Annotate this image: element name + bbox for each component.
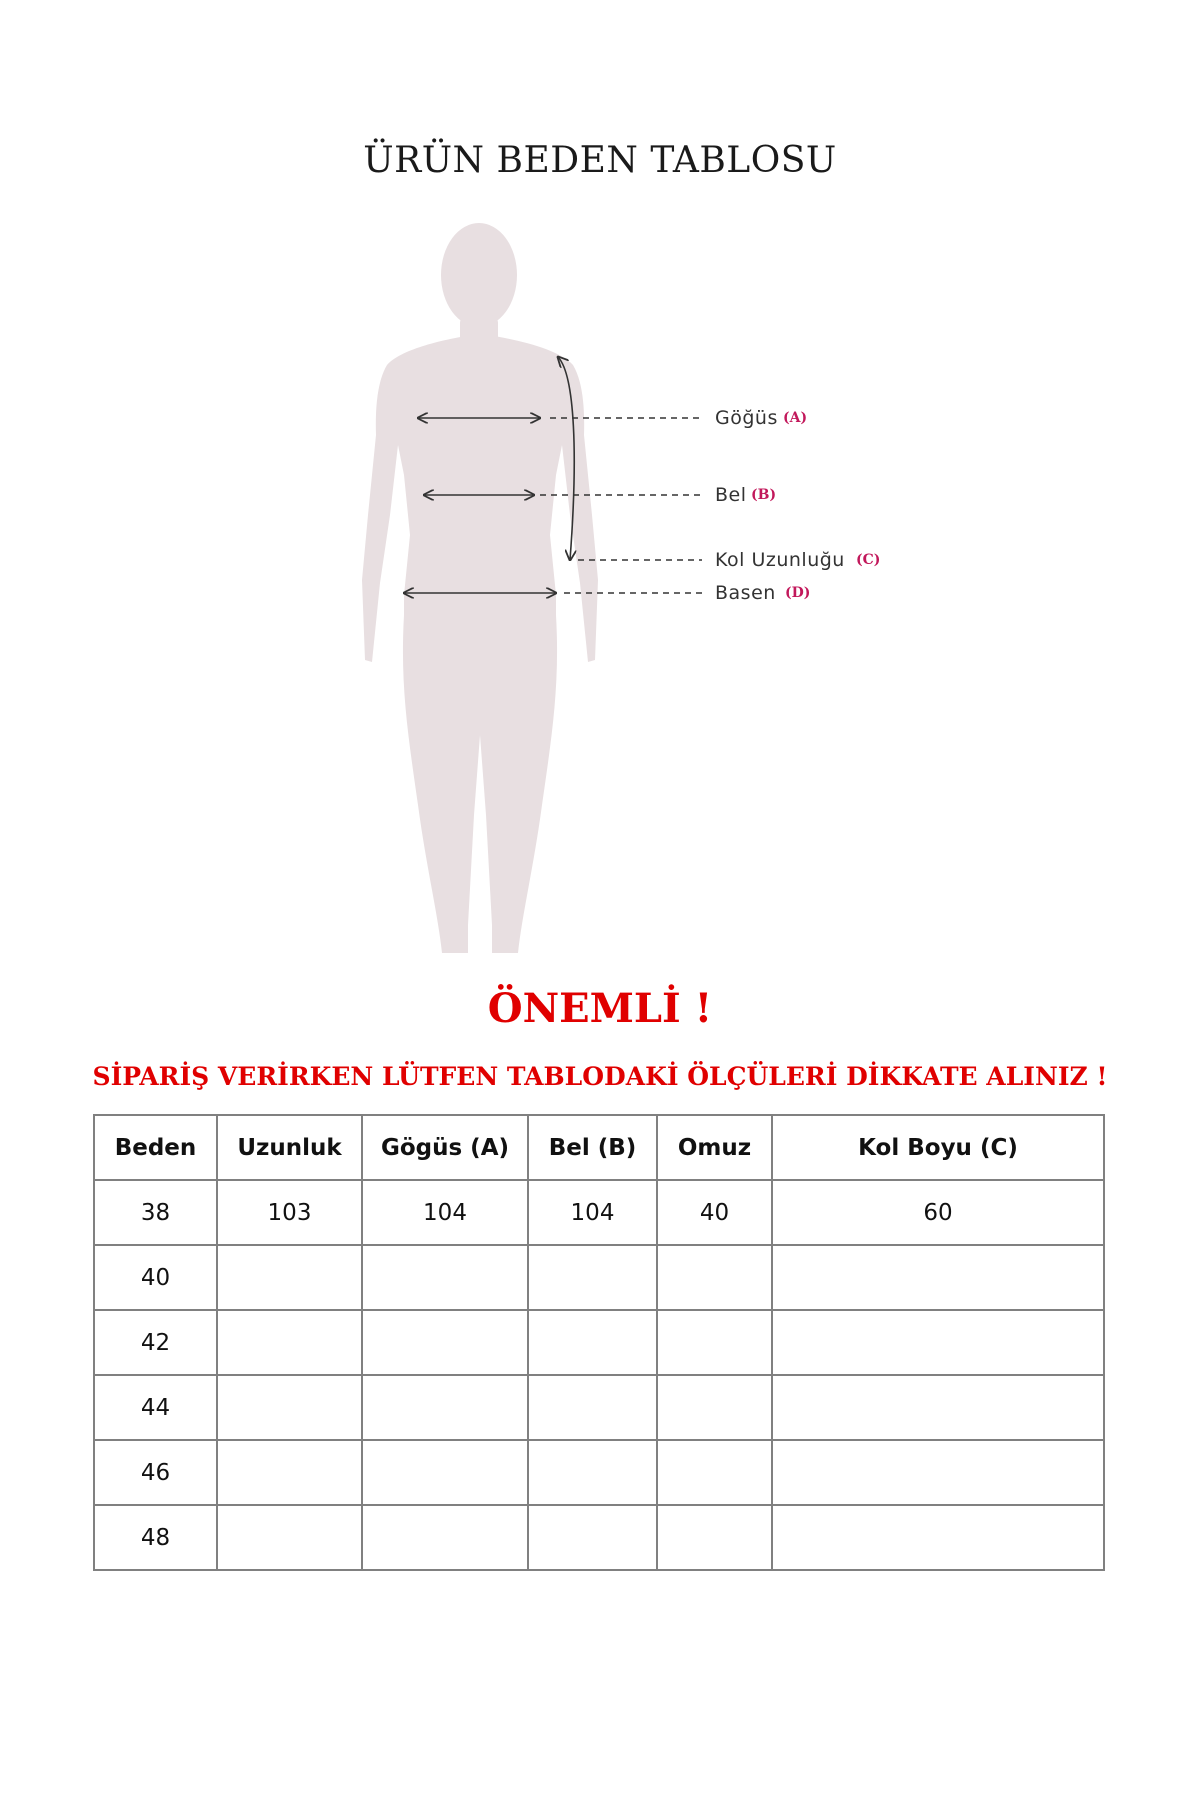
label-waist-code: (B) [751, 487, 777, 503]
table-cell [528, 1310, 657, 1375]
header-gogus: Gögüs (A) [362, 1115, 528, 1180]
table-cell [528, 1375, 657, 1440]
table-row [94, 1180, 1104, 1245]
table-cell [657, 1310, 772, 1375]
header-bel: Bel (B) [528, 1115, 657, 1180]
table-cell [217, 1440, 362, 1505]
table-cell: 104 [528, 1180, 657, 1245]
table-row [94, 1440, 1104, 1505]
body-silhouette-diagram [300, 215, 920, 965]
table-cell: 103 [217, 1180, 362, 1245]
table-cell [528, 1505, 657, 1570]
label-hip-code: (D) [785, 585, 811, 601]
silhouette-shape [362, 223, 598, 953]
table-cell: 42 [94, 1310, 217, 1375]
table-cell: 44 [94, 1375, 217, 1440]
table-cell [362, 1310, 528, 1375]
header-omuz: Omuz [657, 1115, 772, 1180]
table-cell [217, 1375, 362, 1440]
important-heading: ÖNEMLİ ! [487, 985, 713, 1032]
table-cell [362, 1245, 528, 1310]
table-cell [362, 1505, 528, 1570]
table-row [94, 1375, 1104, 1440]
header-uzunluk: Uzunluk [217, 1115, 362, 1180]
size-table [93, 1114, 1105, 1571]
table-cell [657, 1505, 772, 1570]
table-cell: 40 [657, 1180, 772, 1245]
label-sleeve-code: (C) [856, 552, 881, 568]
table-cell [772, 1310, 1104, 1375]
table-cell [657, 1375, 772, 1440]
table-cell [657, 1440, 772, 1505]
label-sleeve: Kol Uzunluğu [715, 549, 845, 571]
table-cell [528, 1245, 657, 1310]
table-header-row [94, 1115, 1104, 1180]
table-cell [657, 1245, 772, 1310]
table-cell [528, 1440, 657, 1505]
table-row [94, 1310, 1104, 1375]
table-cell [217, 1505, 362, 1570]
table-cell [217, 1245, 362, 1310]
table-cell: 38 [94, 1180, 217, 1245]
table-cell [772, 1505, 1104, 1570]
table-cell: 48 [94, 1505, 217, 1570]
table-cell [772, 1375, 1104, 1440]
table-cell: 104 [362, 1180, 528, 1245]
table-cell: 46 [94, 1440, 217, 1505]
table-row [94, 1505, 1104, 1570]
label-waist: Bel [715, 484, 747, 506]
table-cell [217, 1310, 362, 1375]
header-beden: Beden [94, 1115, 217, 1180]
table-cell: 60 [772, 1180, 1104, 1245]
table-cell [362, 1440, 528, 1505]
label-chest-code: (A) [783, 410, 808, 426]
table-cell [772, 1245, 1104, 1310]
header-kol-boyu: Kol Boyu (C) [772, 1115, 1104, 1180]
page-title: ÜRÜN BEDEN TABLOSU [363, 140, 837, 181]
table-cell [362, 1375, 528, 1440]
table-cell [772, 1440, 1104, 1505]
order-notice: SİPARİŞ VERİRKEN LÜTFEN TABLODAKİ ÖLÇÜLERİ DİKKATE ALINIZ ! [92, 1062, 1108, 1091]
label-hip: Basen [715, 582, 776, 604]
label-chest: Göğüs [715, 407, 778, 429]
table-cell: 40 [94, 1245, 217, 1310]
measurement-figure [300, 215, 920, 965]
table-row [94, 1245, 1104, 1310]
